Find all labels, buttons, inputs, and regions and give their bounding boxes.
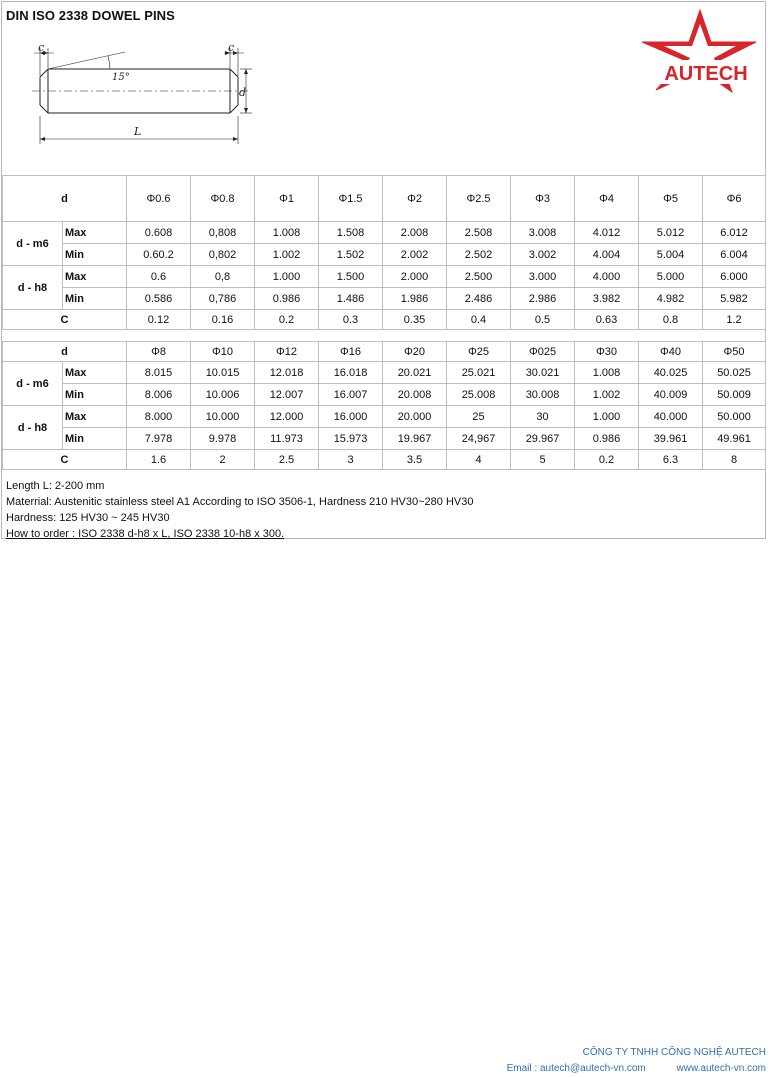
- table-row-c: [3, 310, 766, 330]
- cell: 49.961: [703, 428, 766, 450]
- cell: 7.978: [127, 428, 191, 450]
- cell: 0.60.2: [127, 244, 191, 266]
- cell: 0.63: [575, 310, 639, 330]
- cell: 20.008: [383, 384, 447, 406]
- cell: 20.021: [383, 362, 447, 384]
- min-label: Min: [63, 384, 127, 406]
- cell: 1.6: [127, 450, 191, 470]
- notes: [6, 478, 473, 542]
- page-title: DIN ISO 2338 DOWEL PINS: [6, 8, 175, 23]
- table-row-h8-min: [3, 428, 766, 450]
- diameter-header: Φ4: [575, 176, 639, 222]
- c-label-left: c: [38, 42, 45, 54]
- cell: 1.002: [575, 384, 639, 406]
- length-note: Length L: 2-200 mm: [6, 480, 105, 492]
- cell: 2.000: [383, 266, 447, 288]
- cell: 5.000: [639, 266, 703, 288]
- table-row-m6-min: [3, 244, 766, 266]
- cell: 0.586: [127, 288, 191, 310]
- diameter-header: Φ50: [703, 342, 766, 362]
- cell: 3.000: [511, 266, 575, 288]
- diameter-header: Φ5: [639, 176, 703, 222]
- min-label: Min: [63, 288, 127, 310]
- table-row-h8-max: [3, 266, 766, 288]
- cell: 50.025: [703, 362, 766, 384]
- c-label-right: c: [228, 42, 235, 54]
- cell: 30: [511, 406, 575, 428]
- cell: 4: [447, 450, 511, 470]
- cell: 3: [319, 450, 383, 470]
- diameter-header: Φ20: [383, 342, 447, 362]
- angle-label: 15°: [112, 72, 130, 83]
- cell: 8.015: [127, 362, 191, 384]
- cell: 40.009: [639, 384, 703, 406]
- cell: 0,802: [191, 244, 255, 266]
- cell: 0.3: [319, 310, 383, 330]
- diameter-header: Φ40: [639, 342, 703, 362]
- diameter-header: Φ0.6: [127, 176, 191, 222]
- cell: 1.2: [703, 310, 766, 330]
- cell: 30.008: [511, 384, 575, 406]
- cell: 5.982: [703, 288, 766, 310]
- cell: 0,808: [191, 222, 255, 244]
- cell: 6.004: [703, 244, 766, 266]
- cell: 40.025: [639, 362, 703, 384]
- diameter-header: Φ10: [191, 342, 255, 362]
- cell: 29.967: [511, 428, 575, 450]
- email-link[interactable]: Email : autech@autech-vn.com: [506, 1063, 646, 1074]
- spec-table-small: [2, 175, 766, 330]
- logo-text: AUTECH: [664, 63, 748, 85]
- cell: 0.16: [191, 310, 255, 330]
- cell: 1.000: [255, 266, 319, 288]
- cell: 1.002: [255, 244, 319, 266]
- min-label: Min: [63, 244, 127, 266]
- c-label: C: [3, 450, 127, 470]
- cell: 3.5: [383, 450, 447, 470]
- autech-logo: [638, 8, 762, 94]
- cell: 0.6: [127, 266, 191, 288]
- cell: 20.000: [383, 406, 447, 428]
- cell: 4.982: [639, 288, 703, 310]
- max-label: Max: [63, 266, 127, 288]
- cell: 6.012: [703, 222, 766, 244]
- diameter-header: Φ2.5: [447, 176, 511, 222]
- diameter-header: Φ30: [575, 342, 639, 362]
- dowel-pin-drawing: [30, 42, 260, 147]
- cell: 1.000: [575, 406, 639, 428]
- min-label: Min: [63, 428, 127, 450]
- cell: 2.5: [255, 450, 319, 470]
- cell: 8.006: [127, 384, 191, 406]
- order-note: How to order : ISO 2338 d-h8 x L, ISO 2338 10-h8 x 300.: [6, 528, 285, 540]
- cell: 2: [191, 450, 255, 470]
- cell: 0,8: [191, 266, 255, 288]
- cell: 2.986: [511, 288, 575, 310]
- c-label: C: [3, 310, 127, 330]
- cell: 40.000: [639, 406, 703, 428]
- cell: 0.2: [575, 450, 639, 470]
- cell: 0.8: [639, 310, 703, 330]
- cell: 0.5: [511, 310, 575, 330]
- cell: 0.986: [575, 428, 639, 450]
- table-row-m6-max: [3, 362, 766, 384]
- cell: 1.508: [319, 222, 383, 244]
- diameter-header: Φ1.5: [319, 176, 383, 222]
- cell: 0.2: [255, 310, 319, 330]
- table-row-header: [3, 176, 766, 222]
- cell: 2.500: [447, 266, 511, 288]
- cell: 0.4: [447, 310, 511, 330]
- cell: 1.500: [319, 266, 383, 288]
- max-label: Max: [63, 406, 127, 428]
- cell: 3.008: [511, 222, 575, 244]
- table-row-h8-min: [3, 288, 766, 310]
- cell: 1.486: [319, 288, 383, 310]
- cell: 19.967: [383, 428, 447, 450]
- cell: 1.008: [575, 362, 639, 384]
- m6-group-label: d - m6: [3, 222, 63, 266]
- cell: 0.608: [127, 222, 191, 244]
- cell: 25: [447, 406, 511, 428]
- l-label: L: [134, 125, 142, 138]
- cell: 12.018: [255, 362, 319, 384]
- max-label: Max: [63, 222, 127, 244]
- h8-group-label: d - h8: [3, 266, 63, 310]
- cell: 25.021: [447, 362, 511, 384]
- cell: 0,786: [191, 288, 255, 310]
- d-header: d: [3, 342, 127, 362]
- cell: 39.961: [639, 428, 703, 450]
- table-row-m6-min: [3, 384, 766, 406]
- cell: 3.982: [575, 288, 639, 310]
- cell: 11.973: [255, 428, 319, 450]
- diameter-header: Φ25: [447, 342, 511, 362]
- cell: 5.004: [639, 244, 703, 266]
- d-header: d: [3, 176, 127, 222]
- diameter-header: Φ8: [127, 342, 191, 362]
- cell: 30.021: [511, 362, 575, 384]
- cell: 2.486: [447, 288, 511, 310]
- diameter-header: Φ025: [511, 342, 575, 362]
- cell: 10.006: [191, 384, 255, 406]
- diameter-header: Φ2: [383, 176, 447, 222]
- h8-group-label: d - h8: [3, 406, 63, 450]
- cell: 24,967: [447, 428, 511, 450]
- cell: 16.000: [319, 406, 383, 428]
- cell: 5.012: [639, 222, 703, 244]
- table-row-m6-max: [3, 222, 766, 244]
- cell: 4.000: [575, 266, 639, 288]
- spec-sheet: [1, 1, 766, 539]
- cell: 6.3: [639, 450, 703, 470]
- company-name: CÔNG TY TNHH CÔNG NGHỆ AUTECH: [582, 1047, 766, 1058]
- cell: 12.000: [255, 406, 319, 428]
- cell: 12.007: [255, 384, 319, 406]
- cell: 8.000: [127, 406, 191, 428]
- spec-table-large: [2, 341, 766, 470]
- cell: 4.012: [575, 222, 639, 244]
- diameter-header: Φ0.8: [191, 176, 255, 222]
- material-note: Materrial: Austenitic stainless steel A1 According to ISO 3506-1, Hardness 210 HV30~280 HV30: [6, 496, 474, 508]
- cell: 0.986: [255, 288, 319, 310]
- website-link[interactable]: www.autech-vn.com: [676, 1063, 766, 1074]
- cell: 16.007: [319, 384, 383, 406]
- table-row-h8-max: [3, 406, 766, 428]
- diameter-header: Φ3: [511, 176, 575, 222]
- footer: [507, 1045, 766, 1077]
- cell: 16.018: [319, 362, 383, 384]
- cell: 10.015: [191, 362, 255, 384]
- cell: 3.002: [511, 244, 575, 266]
- diameter-header: Φ12: [255, 342, 319, 362]
- diameter-header: Φ1: [255, 176, 319, 222]
- hardness-note: Hardness: 125 HV30 ~ 245 HV30: [6, 512, 170, 524]
- table-row-header: [3, 342, 766, 362]
- cell: 1.986: [383, 288, 447, 310]
- cell: 2.008: [383, 222, 447, 244]
- diameter-header: Φ16: [319, 342, 383, 362]
- cell: 8: [703, 450, 766, 470]
- cell: 10.000: [191, 406, 255, 428]
- cell: 9.978: [191, 428, 255, 450]
- diameter-header: Φ6: [703, 176, 766, 222]
- cell: 1.502: [319, 244, 383, 266]
- cell: 0.35: [383, 310, 447, 330]
- cell: 50.000: [703, 406, 766, 428]
- cell: 50.009: [703, 384, 766, 406]
- cell: 2.508: [447, 222, 511, 244]
- cell: 2.002: [383, 244, 447, 266]
- cell: 25.008: [447, 384, 511, 406]
- cell: 1.008: [255, 222, 319, 244]
- cell: 5: [511, 450, 575, 470]
- cell: 0.12: [127, 310, 191, 330]
- max-label: Max: [63, 362, 127, 384]
- cell: 6.000: [703, 266, 766, 288]
- m6-group-label: d - m6: [3, 362, 63, 406]
- cell: 15.973: [319, 428, 383, 450]
- cell: 4.004: [575, 244, 639, 266]
- table-row-c: [3, 450, 766, 470]
- cell: 2.502: [447, 244, 511, 266]
- d-label: d: [239, 86, 247, 99]
